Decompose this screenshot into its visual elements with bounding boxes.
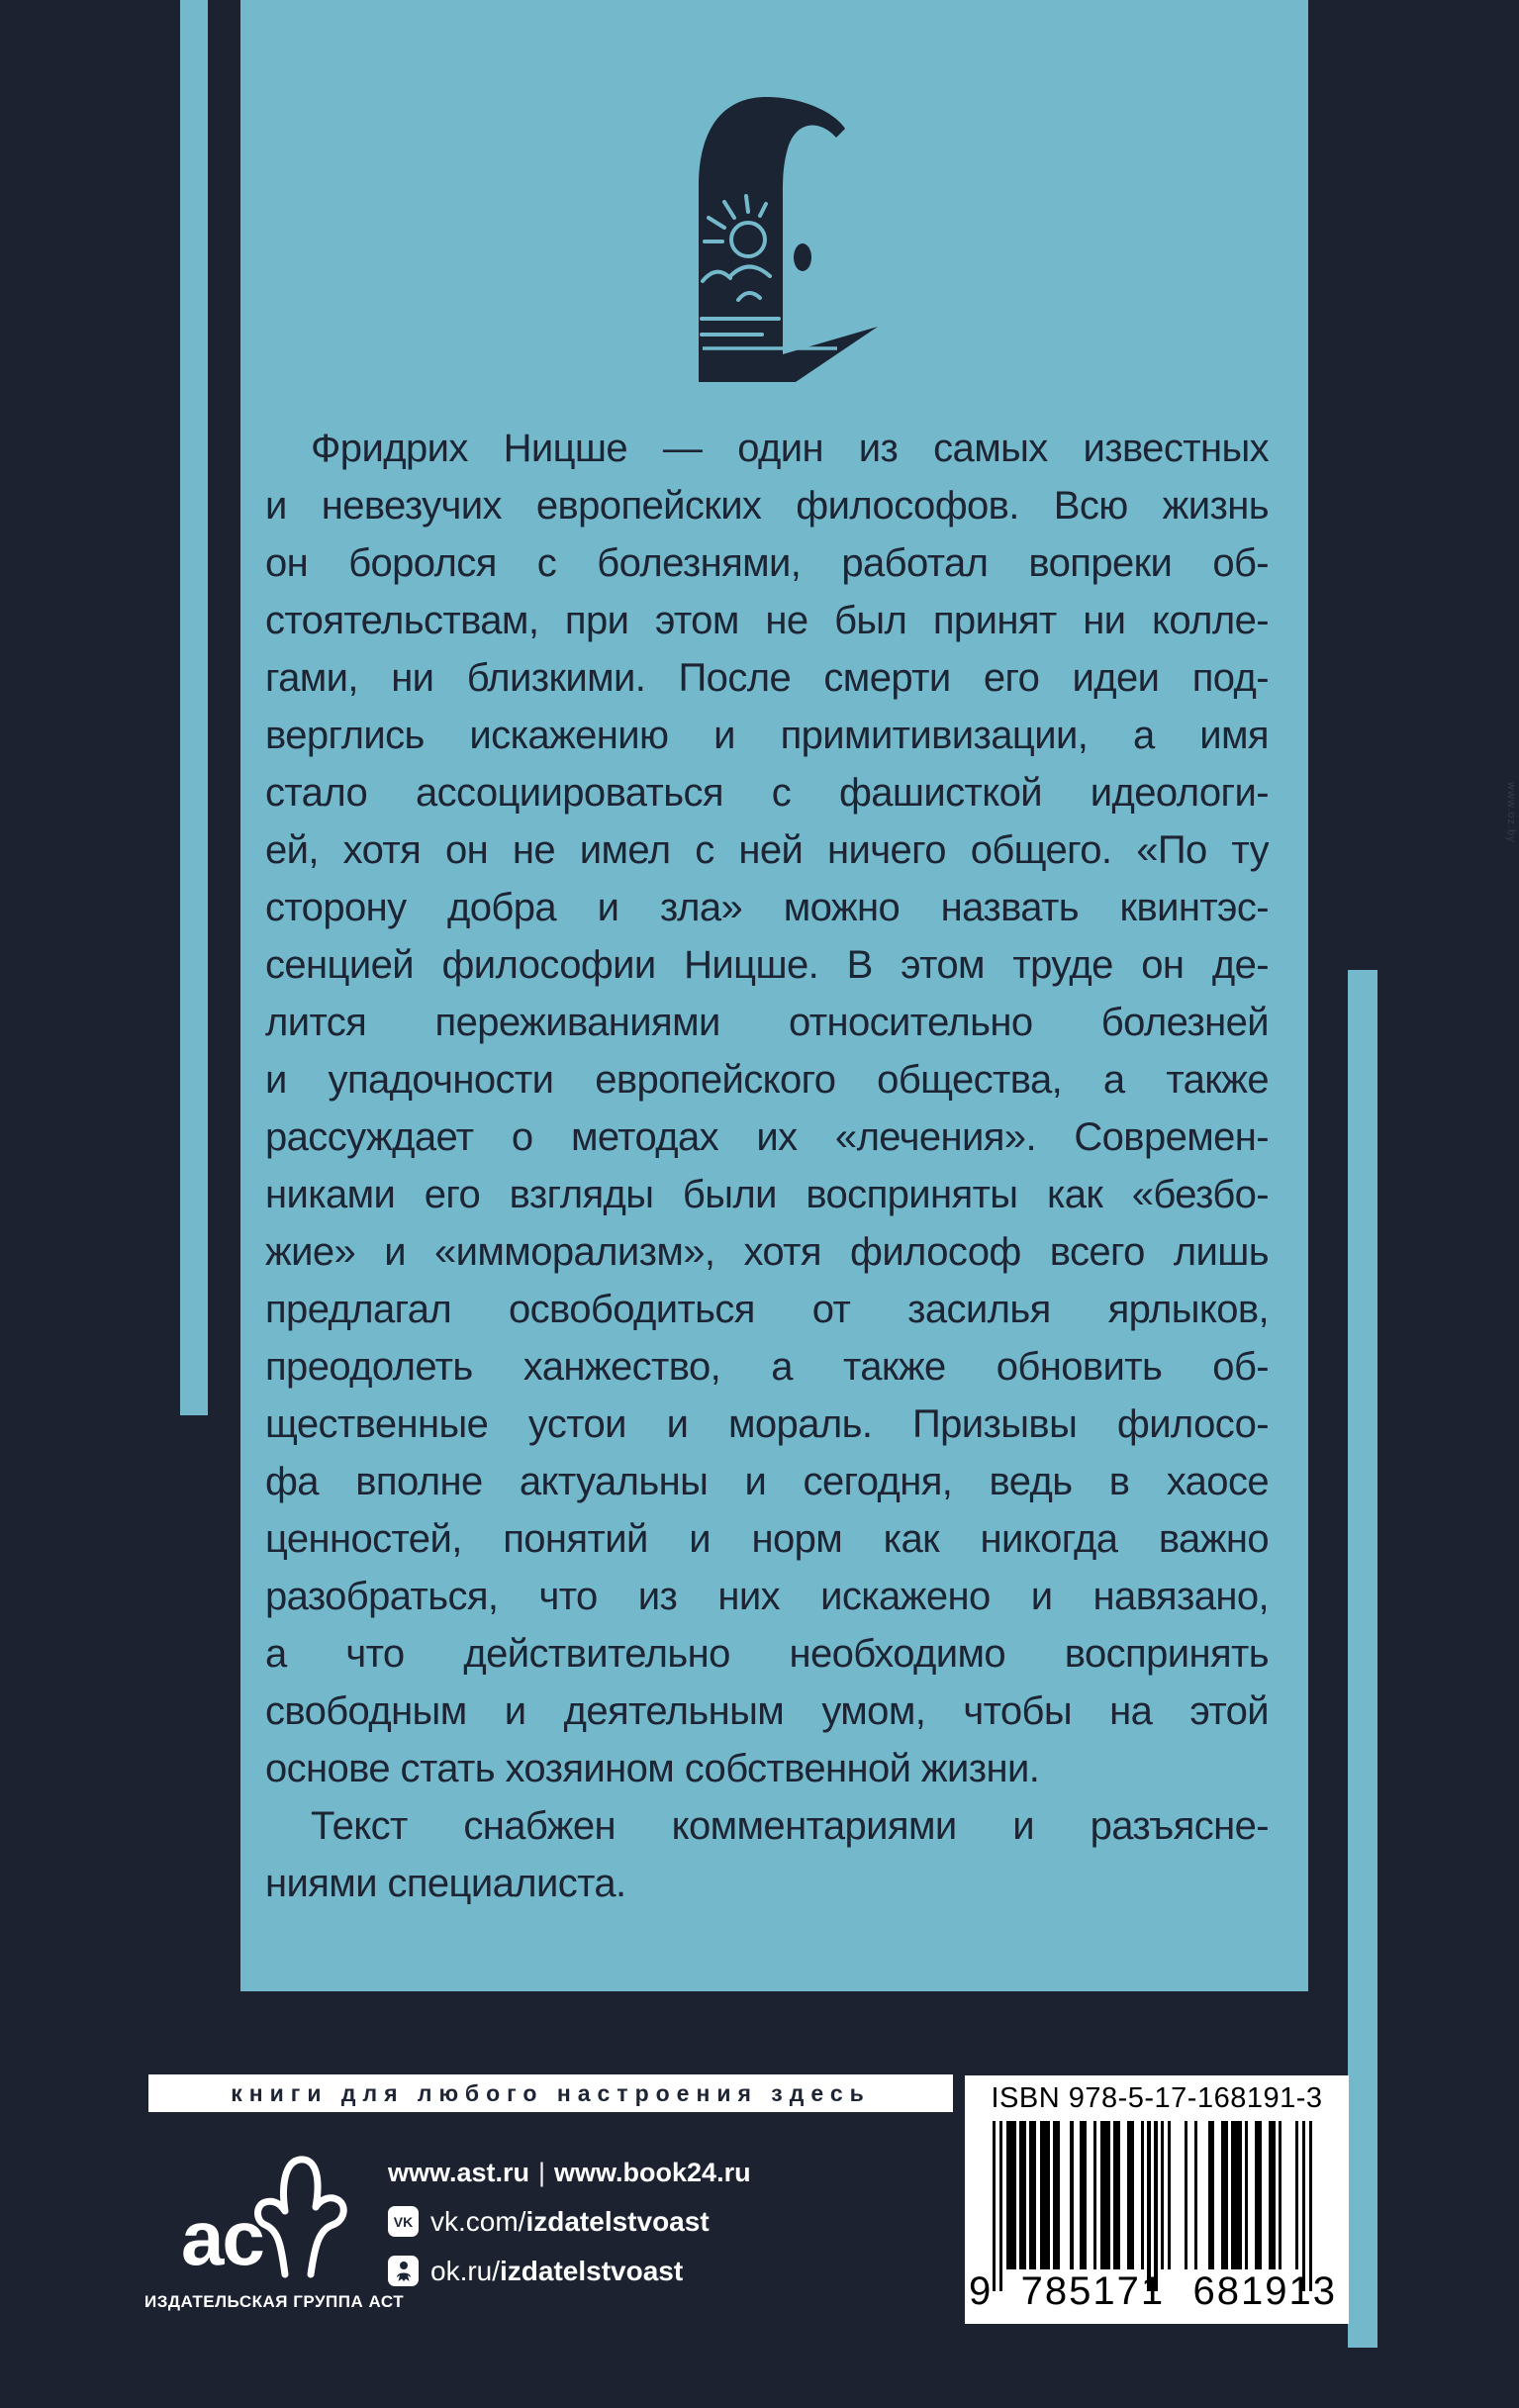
annotation-line: стало ассоциироваться с фашисткой идеологи- — [265, 771, 1269, 815]
annotation-line: щественные устои и мораль. Призывы филосо- — [265, 1402, 1269, 1446]
links-column — [388, 2158, 751, 2287]
isbn-label: ISBN 978-5-17-168191-3 — [991, 2082, 1323, 2114]
barcode-bar — [1154, 2121, 1157, 2291]
ean13-barcode — [993, 2121, 1323, 2269]
barcode-bar — [999, 2121, 1002, 2291]
book24-site-url: www.book24.ru — [554, 2158, 751, 2187]
annotation-line: стоятельствам, при этом не был принят ни колле- — [265, 599, 1269, 642]
annotation-line: и упадочности европейского общества, а также — [265, 1058, 1269, 1102]
annotation-line: ниями специалиста. — [265, 1862, 626, 1905]
barcode-digit-group1: 785171 — [1020, 2269, 1166, 2313]
annotation-line: верглись искажению и примитивизации, а имя — [265, 714, 1269, 757]
barcode-bar — [1269, 2121, 1276, 2269]
annotation-line: гами, ни близкими. После смерти его идеи под- — [265, 656, 1269, 700]
barcode-digit-group2: 681913 — [1192, 2269, 1337, 2313]
annotation-line: рассуждает о методах их «лечения». Современ- — [265, 1115, 1269, 1159]
annotation-line: Текст снабжен комментариями и разъясне- — [311, 1804, 1269, 1848]
annotation-line: и невезучих европейских философов. Всю жизнь — [265, 484, 1269, 528]
annotation-line: сенцией философии Ницше. В этом труде он де- — [265, 943, 1269, 987]
barcode-bar — [1255, 2121, 1262, 2269]
vk-link-prefix: vk.com/ — [430, 2205, 526, 2237]
annotation-line: ценностей, понятий и норм как никогда важно — [265, 1517, 1269, 1561]
slogan-strip — [148, 2074, 953, 2112]
barcode-bar — [1070, 2121, 1073, 2269]
annotation-line: а что действительно необходимо воспринять — [265, 1632, 1269, 1676]
barcode-bar — [1208, 2121, 1215, 2269]
barcode-bar — [1309, 2121, 1312, 2291]
back-cover-panel — [240, 0, 1308, 1991]
barcode-bar — [1168, 2121, 1171, 2269]
barcode-bar — [1019, 2121, 1026, 2269]
ok-link-prefix: ok.ru/ — [430, 2255, 501, 2286]
ok-link-text — [430, 2256, 683, 2287]
vk-link-text — [430, 2206, 710, 2238]
vk-row — [388, 2205, 751, 2238]
barcode-bar — [1053, 2121, 1060, 2269]
annotation-line: он боролся с болезнями, работал вопреки об- — [265, 541, 1269, 585]
annotation-line: лится переживаниями относительно болезней — [265, 1001, 1269, 1044]
websites-row — [388, 2158, 751, 2188]
barcode-bar — [1231, 2121, 1241, 2269]
annotation-line: Фридрих Ницше — один из самых известных — [311, 427, 1269, 470]
right-accent-bar — [1348, 970, 1377, 2348]
ast-logo-letters: ас — [181, 2194, 263, 2281]
annotation-line: ей, хотя он не имел с ней ничего общего. «По ту — [265, 828, 1269, 872]
isbn-barcode-box — [965, 2075, 1349, 2324]
barcode-bar — [1161, 2121, 1164, 2269]
barcode-bar — [1029, 2121, 1036, 2269]
annotation-line: основе стать хозяином собственной жизни. — [265, 1747, 1040, 1790]
oz-watermark: www.oz.by — [1505, 782, 1517, 843]
barcode-bar — [1185, 2121, 1187, 2269]
left-accent-bar — [180, 0, 208, 1415]
barcode-bar — [1245, 2121, 1248, 2269]
vk-icon: VK — [388, 2206, 419, 2237]
annotation-line: фа вполне актуальны и сегодня, ведь в хаосе — [265, 1460, 1269, 1503]
ast-site-url: www.ast.ru — [388, 2158, 530, 2187]
annotation-line: жие» и «имморализм», хотя философ всего лишь — [265, 1230, 1269, 1274]
annotation-line: свободным и деятельным умом, чтобы на этой — [265, 1689, 1269, 1733]
annotation-line: никами его взгляды были восприняты как «безбо- — [265, 1173, 1269, 1216]
annotation-line: разобраться, что из них искажено и навязано, — [265, 1575, 1269, 1618]
barcode-bar — [993, 2121, 996, 2291]
annotation-line: сторону добра и зла» можно назвать квинтэс- — [265, 886, 1269, 929]
annotation-line: предлагал освободиться от засилья ярлыков, — [265, 1288, 1269, 1331]
ok-row — [388, 2255, 751, 2287]
barcode-bar — [1295, 2121, 1298, 2269]
barcode-bar — [1080, 2121, 1087, 2269]
barcode-bar — [1147, 2121, 1150, 2291]
barcode-bar — [1194, 2121, 1197, 2269]
open-door-sunrise-icon — [683, 87, 893, 386]
barcode-bar — [1279, 2121, 1282, 2269]
ok-icon — [388, 2256, 419, 2286]
publisher-caption: ИЗДАТЕЛЬСКАЯ ГРУППА АСТ — [144, 2292, 405, 2311]
barcode-bar — [1006, 2121, 1016, 2269]
barcode-bar — [1113, 2121, 1120, 2269]
annotation-line: преодолеть ханжество, а также обновить об- — [265, 1345, 1269, 1389]
ast-logo-tree-icon — [253, 2144, 348, 2282]
barcode-bar — [1141, 2121, 1144, 2269]
barcode-bar — [1221, 2121, 1228, 2269]
ok-link-account: izdatelstvoast — [500, 2255, 684, 2286]
site-separator: | — [538, 2158, 546, 2187]
slogan-text: книги для любого настроения здесь — [231, 2079, 871, 2106]
barcode-bar — [1127, 2121, 1134, 2269]
barcode-digit-first: 9 — [969, 2269, 994, 2313]
barcode-bar — [1302, 2121, 1305, 2291]
barcode-bar — [1100, 2121, 1110, 2269]
barcode-bar — [1040, 2121, 1050, 2269]
barcode-digits — [965, 2269, 1349, 2317]
vk-link-account: izdatelstvoast — [525, 2205, 710, 2237]
annotation-text — [265, 420, 1269, 1912]
barcode-bar — [1093, 2121, 1096, 2269]
